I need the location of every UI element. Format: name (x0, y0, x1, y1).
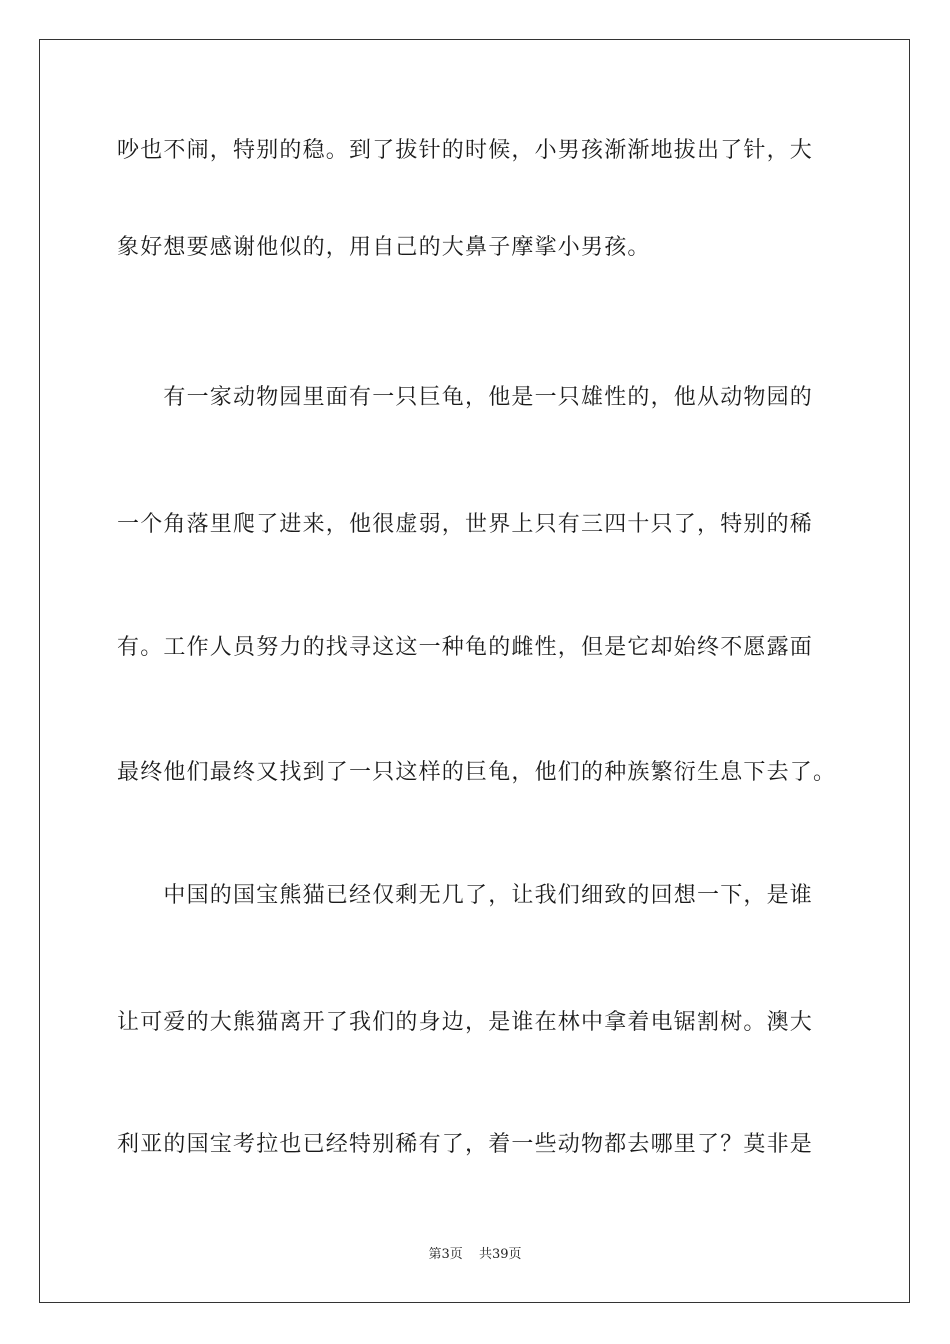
text-line-1: 吵也不闹，特别的稳。到了拔针的时候，小男孩渐渐地拔出了针，大 (117, 138, 814, 163)
page-footer (0, 1246, 950, 1264)
text-line-4: 一个角落里爬了进来，他很虚弱，世界上只有三四十只了，特别的稀 (117, 512, 814, 537)
text-line-6: 最终他们最终又找到了一只这样的巨龟，他们的种族繁衍生息下去了。 (117, 760, 837, 785)
text-line-7: 中国的国宝熊猫已经仅剩无几了，让我们细致的回想一下，是谁 (117, 883, 814, 908)
text-line-2: 象好想要感谢他似的，用自己的大鼻子摩挲小男孩。 (117, 235, 651, 260)
text-line-5: 有。工作人员努力的找寻这这一种龟的雌性，但是它却始终不愿露面 (117, 635, 814, 660)
text-line-3: 有一家动物园里面有一只巨龟，他是一只雄性的，他从动物园的 (117, 385, 814, 410)
page-border (39, 39, 910, 1303)
text-line-8: 让可爱的大熊猫离开了我们的身边，是谁在林中拿着电锯割树。澳大 (117, 1010, 814, 1035)
page-total: 共39页 (478, 1247, 522, 1262)
page-number: 第3页 (428, 1247, 463, 1262)
text-line-9: 利亚的国宝考拉也已经特别稀有了，着一些动物都去哪里了？莫非是 (117, 1132, 814, 1157)
